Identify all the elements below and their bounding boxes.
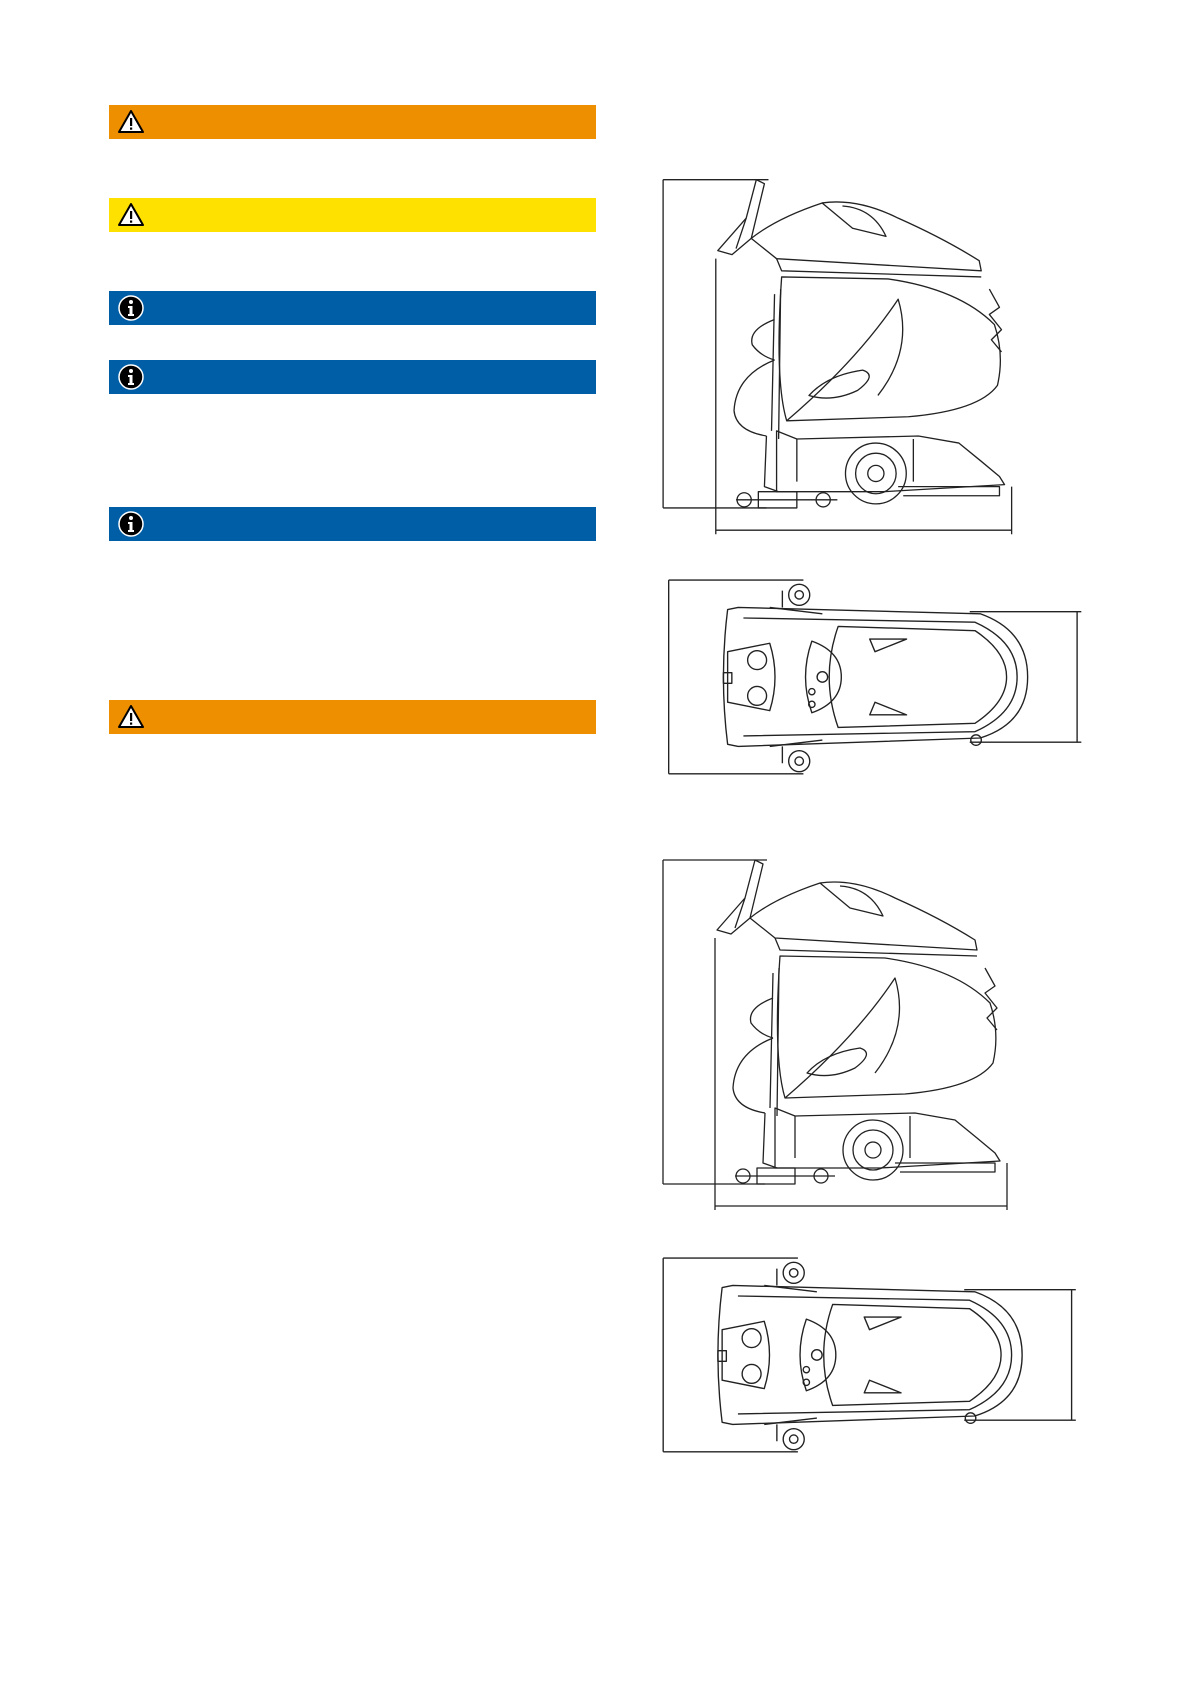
- info-icon: [117, 363, 145, 391]
- warning-bar: [109, 105, 596, 139]
- info-icon: [117, 294, 145, 322]
- info-icon: [117, 510, 145, 538]
- warning-triangle-icon: [117, 703, 145, 731]
- warning-triangle-icon: [117, 108, 145, 136]
- warning-bar: [109, 700, 596, 734]
- info-bar: [109, 291, 596, 325]
- scrubber-top-view-icon: [657, 1256, 1082, 1456]
- info-bar: [109, 507, 596, 541]
- scrubber-top-view-icon: [660, 578, 1090, 778]
- caution-bar: [109, 198, 596, 232]
- warning-triangle-icon: [117, 201, 145, 229]
- info-bar: [109, 360, 596, 394]
- scrubber-side-view-icon: [655, 853, 1035, 1223]
- scrubber-side-view-icon: [655, 175, 1040, 545]
